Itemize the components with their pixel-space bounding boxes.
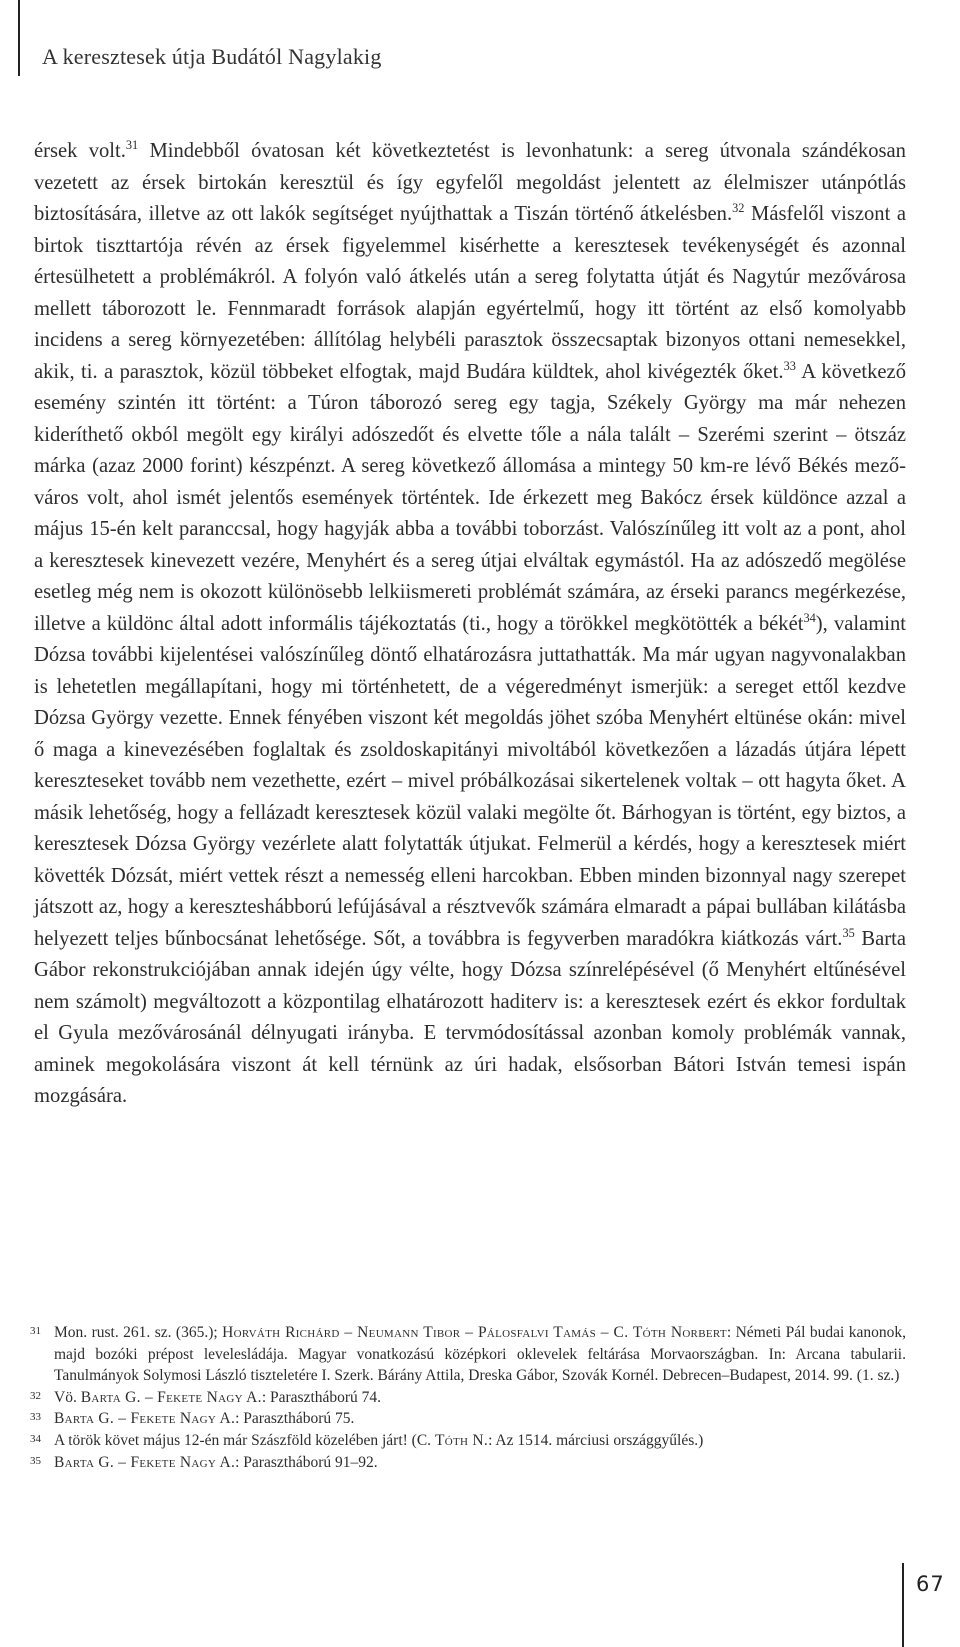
footnote-text-part: : Németi Pál budai kanonok, majd bozóki prépost levelesládája. Magyar vonatkozású középkori oklevelek feltárása Morvaországban. In: Arcana tabularii. Tanulmányok Solymosi László tiszteletére I. Szerk. Bárány Attila, Dreska Gábor, Szovák Kornél. Debrecen–Budapest, 2014. 99. (1. sz.)	[54, 1324, 906, 1385]
footnote-text-part: : Parasztháború 75.	[235, 1410, 355, 1428]
footnote-34	[30, 1430, 906, 1452]
footnote-number: 32	[30, 1389, 41, 1402]
page-number-rule	[902, 1563, 904, 1647]
footnote-text-part: : Az 1514. márciusi országgyűlés.)	[488, 1431, 704, 1449]
footnote-text	[54, 1430, 906, 1452]
footnote-ref-32[interactable]: 32	[732, 201, 745, 216]
body-text-segment: A következő esemény szintén itt történt: a Túron táborozó sereg egy tagja, Székely György ma már nehezen kideríthető okból megölt egy királyi adószedőt és elvette tőle a nála talált – Szerémi szerint – ötszáz márka (azaz 2000 forint) készpénzt. A sereg következő állomása a mintegy 50 km-re lévő Békés mezőváros volt, ahol ismét jelentős események történtek. Ide érkezett meg Bakócz érsek küldönce azzal a május 15-én kelt paranccsal, hogy hagyják abba a további toborzást. Valószínűleg itt volt az a pont, ahol a keresztesek kinevezett vezére, Menyhért és a sereg útjai elváltak egymástól. Ha az adószedő megölése esetleg még nem is okozott különösebb lelkiismereti problémát számára, az érseki parancs megérkezése, illetve a küldönc által adott informális tájékoztatás (ti., hogy a törökkel megkötötték a békét	[34, 360, 906, 635]
footnote-text-part: : Parasztháború 74.	[261, 1388, 382, 1406]
footnote-text-part: : Parasztháború 91–92.	[235, 1453, 378, 1471]
footnote-35	[30, 1452, 906, 1474]
footnote-text	[54, 1322, 906, 1387]
body-text-segment: Barta Gábor rekonstrukciójában annak idején úgy vélte, hogy Dózsa színrelépésével (ő Menyhért eltűnésével nem számolt) megváltozott a központilag elhatározott haditerv is: a keresztesek ezért és ekkor fordultak el Gyula mezővárosánál délnyugati irányba. E tervmódosítással azonban komoly problémák vannak, aminek megokolására viszont át kell térnünk az úri hadak, elsősorban Bátori István temesi ispán mozgására.	[34, 927, 907, 1107]
footnote-33	[30, 1408, 906, 1430]
body-text-segment: Mindebből óvatosan két következtetést is levonhatunk: a sereg útvonala szándékosan vezetett az érsek birtokán keresztül és így egyfelől megoldást jelentett az élelmiszer utánpótlás biztosítására, illetve az ott lakók segítséget nyújthattak a Tiszán történő átkelésben.	[34, 140, 906, 225]
footnote-text-part: Mon. rust. 261. sz. (365.);	[54, 1324, 223, 1341]
footnote-ref-34[interactable]: 34	[803, 610, 816, 625]
footnote-text-part: Vö.	[54, 1388, 81, 1406]
footnote-ref-33[interactable]: 33	[783, 358, 796, 373]
footnote-author-names: Barta G. – Fekete Nagy A.	[54, 1410, 236, 1428]
footnote-author-names: Tóth N.	[434, 1431, 489, 1449]
footnote-text	[54, 1387, 906, 1409]
footnote-32	[30, 1387, 906, 1409]
footnote-ref-31[interactable]: 31	[125, 138, 139, 153]
footnote-number: 31	[30, 1325, 41, 1337]
header-rule	[18, 0, 20, 76]
footnote-31	[30, 1322, 906, 1387]
footnote-author-names: Barta G. – Fekete Nagy A.	[80, 1388, 262, 1406]
footnote-text-part: A török követ május 12-én már Szászföld közelében járt! (C.	[54, 1431, 435, 1449]
footnote-number: 34	[30, 1432, 41, 1445]
footnote-number: 33	[30, 1411, 41, 1424]
footnote-ref-35[interactable]: 35	[842, 925, 855, 940]
footnotes-section	[30, 1322, 906, 1473]
footnote-text	[54, 1408, 906, 1430]
footnote-number: 35	[30, 1454, 41, 1467]
body-paragraph	[34, 136, 906, 1113]
page-number: 67	[916, 1572, 945, 1596]
body-text-segment: érsek volt.	[34, 140, 126, 162]
footnote-author-names: Horváth Richárd – Neumann Tibor – Pálosfalvi Tamás – C. Tóth Norbert	[222, 1324, 727, 1341]
body-text-segment: Másfelől viszont a birtok tiszttartója révén az érsek figyelemmel kisérhette a keresztesek tevékenységét és azonnal értesülhetett a problémákról. A folyón való átkelés után a sereg folytatta útját és Nagytúr mezővárosa mellett táborozott le. Fennmaradt források alapján egyértelmű, hogy itt történt az első komolyabb incidens a sereg környezetében: állítólag helybéli parasztok összecsaptak bizonyos ottani nemesekkel, akik, ti. a parasztok, közül többeket elfogtak, majd Budára küldtek, ahol kivégezték őket.	[34, 203, 907, 383]
running-title: A keresztesek útja Budától Nagylakig	[42, 44, 382, 69]
footnote-author-names: Barta G. – Fekete Nagy A.	[54, 1453, 236, 1471]
body-text-segment: ), valamint Dózsa további kijelentései valószínűleg döntő elhatározásra juttathatták. Ma már ugyan nagyvonalakban is lehetetlen megállapítani, hogy mi történhetett, de a végeredményt ismerjük: a sereget ettől kezdve Dózsa György vezette. Ennek fényében viszont két megoldás jöhet szóba Menyhért eltünése okán: mivel ő maga a kinevezésében foglaltak és zsoldoskapitányi mivoltából következően a lázadás útjára lépett kereszteseket tovább nem vezethette, ezért – mivel próbálkozásai sikertelenek voltak – ott hagyta őket. A másik lehetőség, hogy a fellázadt keresztesek közül valaki megölte őt. Bárhogyan is történt, egy biztos, a keresztesek Dózsa György vezérlete alatt folytatták útjukat. Felmerül a kérdés, hogy a keresztesek miért követték Dózsát, miért vettek részt a nemesség elleni harcokban. Ebben minden bizonnyal nagy szerepet játszott az, hogy a kereszteshábború lefújásával a résztvevők számára elmaradt a pápai bullában kilátásba helyezett teljes bűnbocsánat lehetősége. Sőt, a továbbra is fegyverben maradókra kiátkozás várt.	[34, 612, 906, 950]
footnote-text	[54, 1452, 906, 1474]
